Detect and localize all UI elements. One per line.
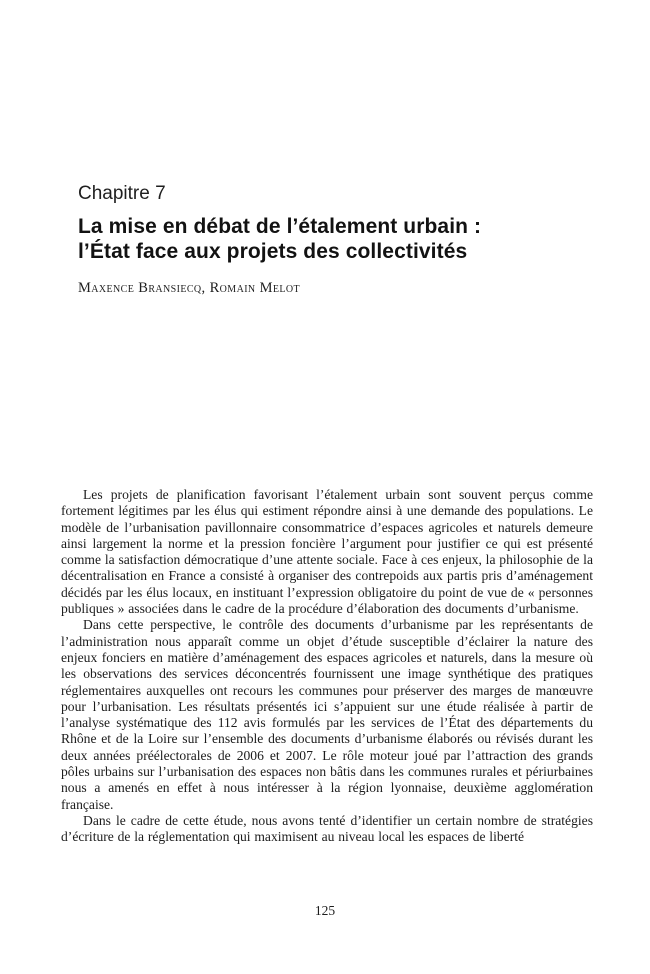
page-number: 125 — [314, 903, 336, 918]
chapter-title — [78, 214, 481, 264]
paragraph-1: Les projets de planification favorisant l’étalement urbain sont souvent perçus comme fortement légitimes par les élus qui estiment répondre ainsi à une demande des populations. Le modèle de l’urbanisation pavillonnaire consommatrice d’espaces agricoles et naturels demeure ainsi largement la norme et la pression foncière l’argument pour justifier ce qui est présenté comme la satisfaction démocratique d’une attente sociale. Face à ces enjeux, la philosophie de la décentralisation en France a consisté à organiser des contrepoids aux partis pris d’aménagement décidés par les élus locaux, en instituant l’expression obligatoire du point de vue de « personnes publiques » associées dans le cadre de la procédure d’élaboration des documents d’urbanisme. — [61, 487, 593, 617]
paragraph-2: Dans cette perspective, le contrôle des documents d’urbanisme par les représentants de l’administration nous apparaît comme un objet d’étude susceptible d’éclairer la nature des enjeux fonciers en matière d’aménagement des espaces agricoles et naturels, dans la mesure où les observations des services déconcentrés fournissent une image synthétique des pratiques réglementaires auxquelles ont recours les communes pour préserver des marges de manœuvre pour l’urbanisation. Les résultats présentés ici s’appuient sur une étude réalisée à partir de l’analyse systématique des 112 avis formulés par les services de l’État des départements du Rhône et de la Loire sur l’ensemble des documents d’urbanisme élaborés ou révisés durant les deux années préélectorales de 2006 et 2007. Le rôle moteur joué par l’attraction des grands pôles urbains sur l’urbanisation des espaces non bâtis dans les communes rurales et périurbaines nous a amenés en effet à nous intéresser à la région lyonnaise, deuxième agglomération française. — [61, 617, 593, 812]
chapter-title-line-1: La mise en débat de l’étalement urbain : — [78, 215, 482, 238]
body-text — [61, 487, 593, 846]
chapter-number: Chapitre 7 — [78, 183, 166, 204]
paragraph-3: Dans le cadre de cette étude, nous avons tenté d’identifier un certain nombre de stratégies d’écriture de la réglementation qui maximisent au niveau local les espaces de liberté — [61, 812, 593, 845]
authors-line: Maxence Bransiecq, Romain Melot — [78, 280, 301, 296]
chapter-title-line-2: l’État face aux projets des collectivités — [78, 240, 468, 263]
